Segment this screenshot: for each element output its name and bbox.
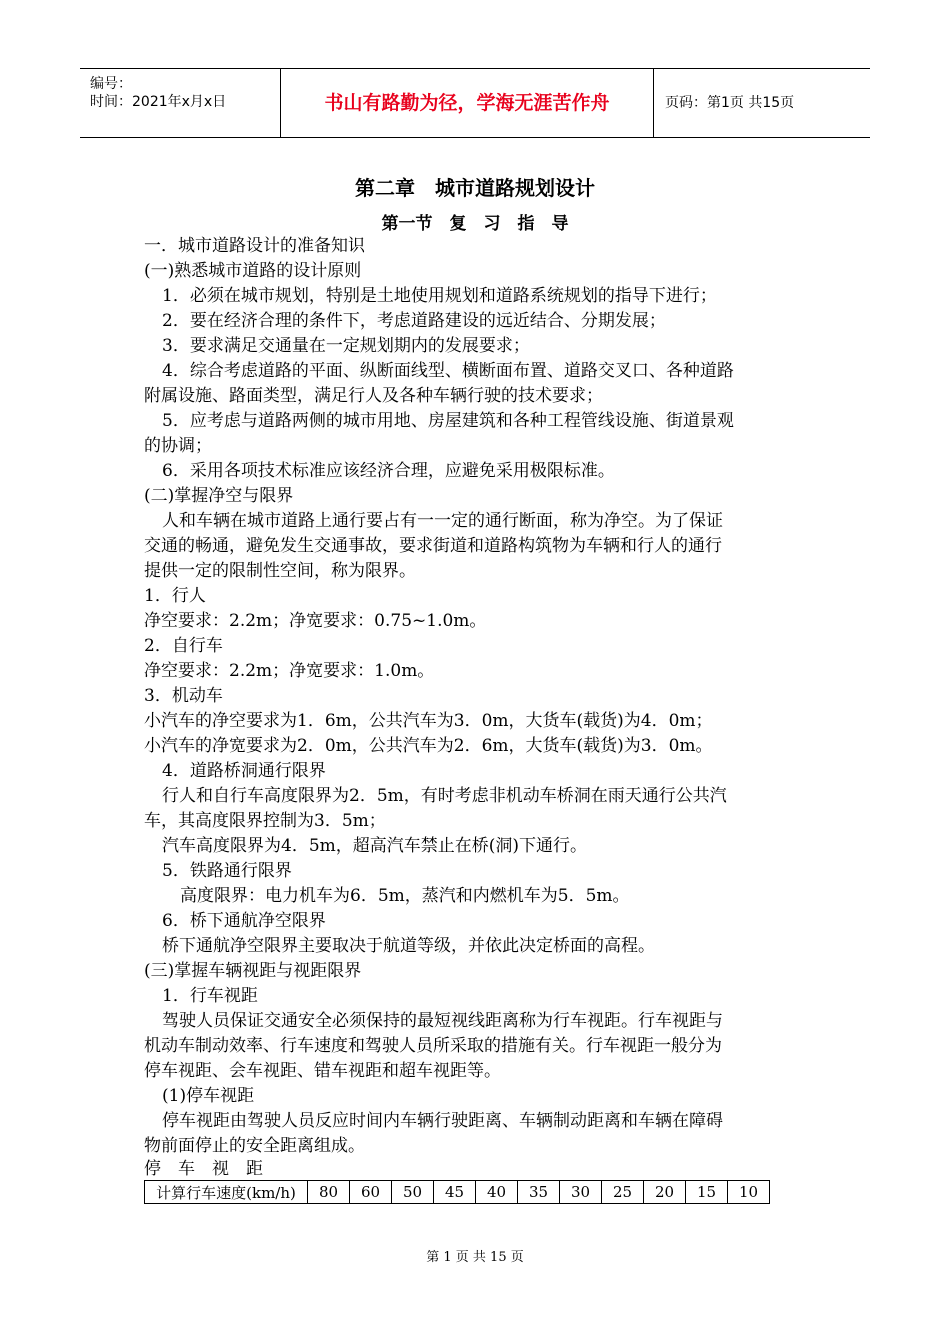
heading-1: 一．城市道路设计的准备知识	[144, 236, 365, 256]
text-line: 行人和自行车高度限界为2．5m，有时考虑非机动车桥洞在雨天通行公共汽	[162, 786, 727, 806]
text-line: 5．应考虑与道路两侧的城市用地、房屋建筑和各种工程管线设施、街道景观	[162, 411, 734, 431]
table-cell: 40	[476, 1181, 518, 1204]
text-line: 2．自行车	[144, 636, 223, 656]
speed-table	[144, 1180, 770, 1204]
table-cell: 25	[602, 1181, 644, 1204]
text-line: 3．要求满足交通量在一定规划期内的发展要求；	[162, 336, 530, 356]
text-line: 提供一定的限制性空间，称为限界。	[144, 561, 416, 581]
text-line: 驾驶人员保证交通安全必须保持的最短视线距离称为行车视距。行车视距与	[162, 1011, 723, 1031]
header-meta	[80, 69, 281, 137]
text-line: 物前面停止的安全距离组成。	[144, 1136, 365, 1156]
table-caption: 停 车 视 距	[144, 1159, 263, 1179]
doc-number: 编号：	[90, 76, 132, 92]
text-line: 桥下通航净空限界主要取决于航道等级，并依此决定桥面的高程。	[162, 936, 655, 956]
text-line: 车，其高度限界控制为3．5m；	[144, 811, 386, 831]
text-line: 停车视距由驾驶人员反应时间内车辆行驶距离、车辆制动距离和车辆在障碍	[162, 1111, 723, 1131]
text-line: 1．必须在城市规划，特别是土地使用规划和道路系统规划的指导下进行；	[162, 286, 717, 306]
header-motto: 书山有路勤为径，学海无涯苦作舟	[281, 69, 654, 137]
text-line: 净空要求：2.2m；净宽要求：1.0m。	[144, 661, 435, 681]
section-title: 第一节 复 习 指 导	[381, 214, 569, 234]
table-row	[145, 1181, 770, 1204]
text-line: 净空要求：2.2m；净宽要求：0.75~1.0m。	[144, 611, 487, 631]
text-line: (1)停车视距	[162, 1086, 255, 1106]
text-line: 1．行人	[144, 586, 206, 606]
table-cell: 30	[560, 1181, 602, 1204]
text-line: 6．桥下通航净空限界	[162, 911, 326, 931]
table-cell: 15	[686, 1181, 728, 1204]
chapter-title: 第二章 城市道路规划设计	[355, 176, 595, 200]
text-line: 4．道路桥洞通行限界	[162, 761, 326, 781]
text-line: 高度限界：电力机车为6．5m，蒸汽和内燃机车为5．5m。	[180, 886, 630, 906]
page-header	[80, 68, 870, 138]
text-line: 2．要在经济合理的条件下，考虑道路建设的远近结合、分期发展；	[162, 311, 666, 331]
text-line: 1．行车视距	[162, 986, 258, 1006]
text-line: 5．铁路通行限界	[162, 861, 292, 881]
text-line: 停车视距、会车视距、错车视距和超车视距等。	[144, 1061, 501, 1081]
text-line: 交通的畅通，避免发生交通事故，要求街道和道路构筑物为车辆和行人的通行	[144, 536, 722, 556]
header-page-info: 页码：第1页 共15页	[665, 95, 795, 111]
table-cell: 10	[728, 1181, 770, 1204]
table-cell: 20	[644, 1181, 686, 1204]
table-cell: 50	[392, 1181, 434, 1204]
text-line: 附属设施、路面类型，满足行人及各种车辆行驶的技术要求；	[144, 386, 603, 406]
text-line: 人和车辆在城市道路上通行要占有一一定的通行断面，称为净空。为了保证	[162, 511, 723, 531]
table-cell: 35	[518, 1181, 560, 1204]
text-line: 小汽车的净宽要求为2．0m，公共汽车为2．6m，大货车(载货)为3．0m。	[144, 736, 713, 756]
text-line: 机动车制动效率、行车速度和驾驶人员所采取的措施有关。行车视距一般分为	[144, 1036, 722, 1056]
page-footer: 第 1 页 共 15 页	[426, 1250, 524, 1265]
text-line: 4．综合考虑道路的平面、纵断面线型、横断面布置、道路交叉口、各种道路	[162, 361, 734, 381]
doc-date: 时间：2021年x月x日	[90, 94, 227, 110]
text-line: 6．采用各项技术标准应该经济合理，应避免采用极限标准。	[162, 461, 615, 481]
table-cell: 60	[350, 1181, 392, 1204]
subheading: (一)熟悉城市道路的设计原则	[144, 261, 362, 281]
table-header-cell: 计算行车速度(km/h)	[145, 1181, 308, 1204]
text-line: 3．机动车	[144, 686, 223, 706]
text-line: 的协调；	[144, 436, 212, 456]
subheading: (三)掌握车辆视距与视距限界	[144, 961, 362, 981]
table-cell: 45	[434, 1181, 476, 1204]
table-cell: 80	[308, 1181, 350, 1204]
text-line: 汽车高度限界为4．5m，超高汽车禁止在桥(洞)下通行。	[162, 836, 588, 856]
subheading: (二)掌握净空与限界	[144, 486, 294, 506]
text-line: 小汽车的净空要求为1．6m，公共汽车为3．0m，大货车(载货)为4．0m；	[144, 711, 713, 731]
